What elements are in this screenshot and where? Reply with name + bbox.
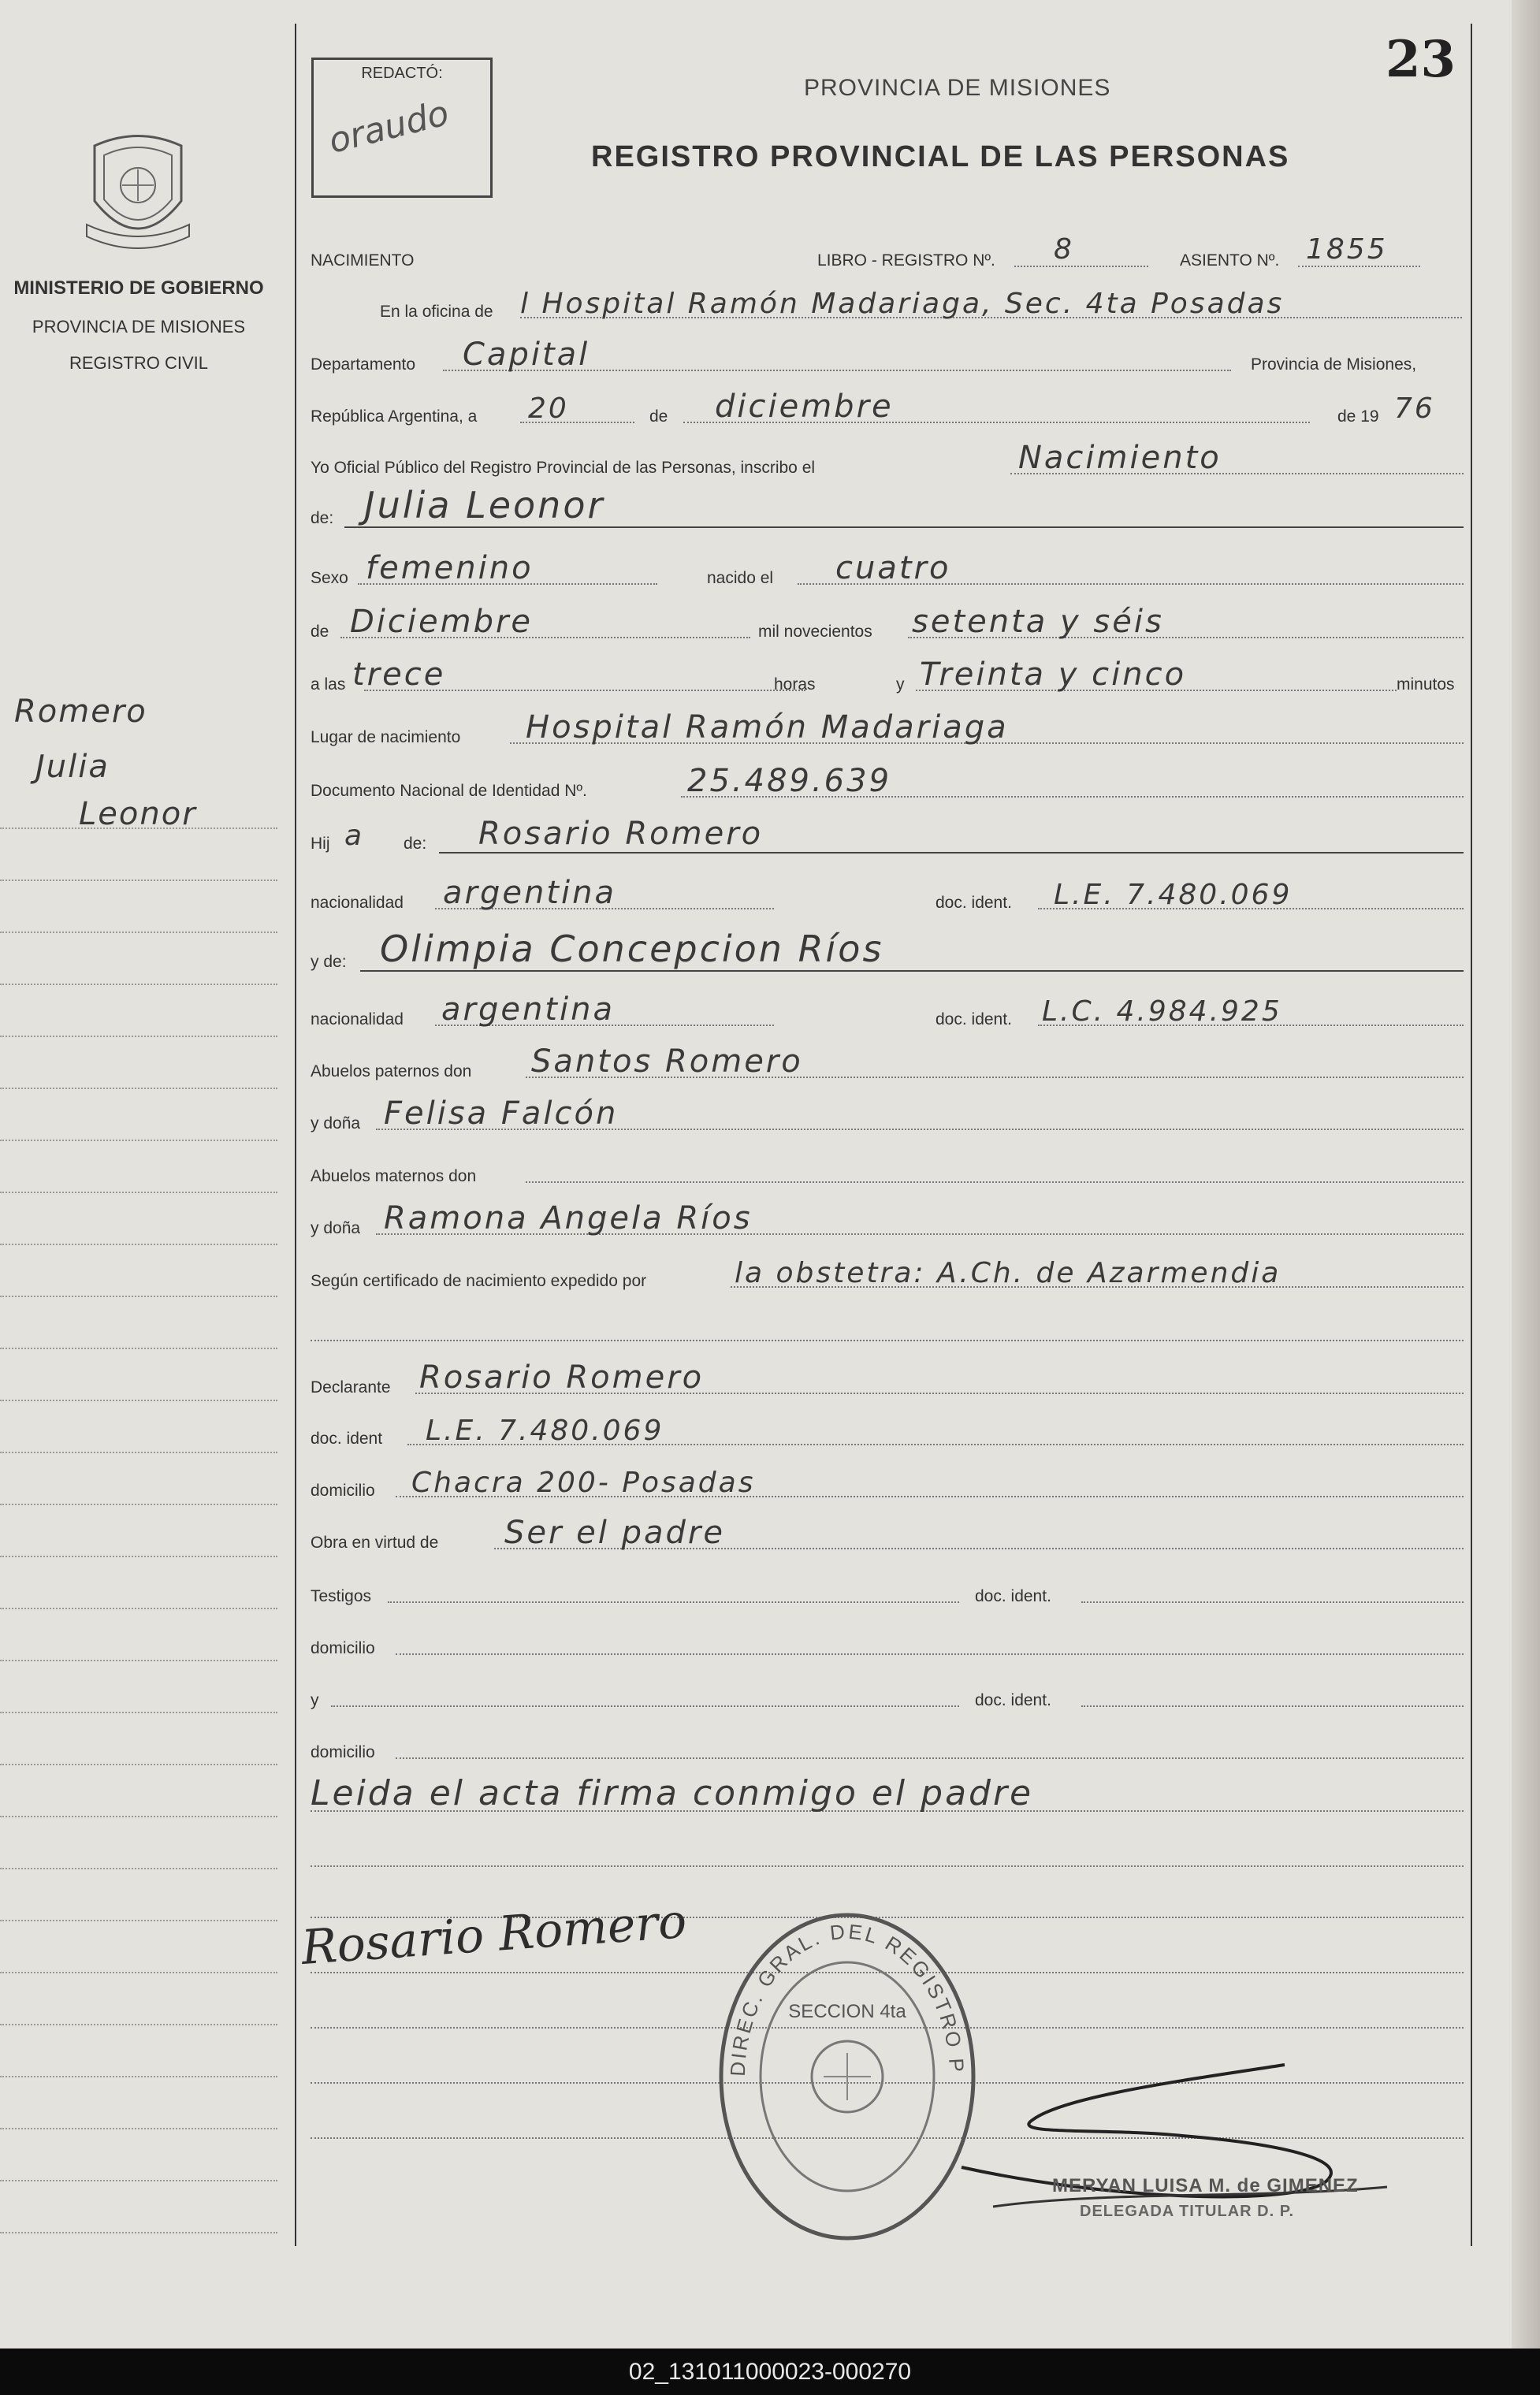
leida-value: Leida el acta firma conmigo el padre — [311, 1773, 1034, 1813]
row-testigos — [309, 1576, 1464, 1608]
margin-rule-line — [0, 1504, 277, 1505]
fecha-de-label: de — [649, 407, 668, 426]
margin-rule-line — [0, 1868, 277, 1869]
ministry-crest — [79, 130, 197, 256]
row-testigo-2 — [309, 1680, 1464, 1712]
row-domicilio — [309, 1467, 1464, 1502]
margin-rule-line — [0, 2128, 277, 2129]
abpat-value: Santos Romero — [531, 1043, 803, 1080]
cert-label: Según certificado de nacimiento expedido por — [311, 1272, 647, 1290]
acta-type-label: NACIMIENTO — [311, 251, 415, 270]
margin-rule-line — [0, 1816, 277, 1817]
sexo-value: femenino — [366, 550, 534, 586]
domt2-label: domicilio — [311, 1743, 375, 1761]
padre-de-label: de: — [404, 835, 427, 853]
margin-rule-line — [0, 1764, 277, 1765]
row-abuelos-maternos — [309, 1156, 1464, 1188]
row-nac-madre — [309, 991, 1464, 1031]
lugar-label: Lugar de nacimiento — [311, 728, 461, 746]
sexo-label: Sexo — [311, 569, 348, 587]
row-domicilio-testigo-1 — [309, 1628, 1464, 1660]
margin-rule-line — [0, 932, 277, 933]
margin-rule-line — [0, 2076, 277, 2077]
doct2-dots — [1081, 1705, 1464, 1707]
hij-value: a — [344, 820, 365, 852]
anio-nac-value: setenta y séis — [912, 604, 1164, 640]
domt1-dots — [396, 1653, 1464, 1655]
abmat-label: Abuelos maternos don — [311, 1167, 477, 1185]
domt1-label: domicilio — [311, 1639, 375, 1657]
nac2-value: argentina — [441, 991, 615, 1028]
provincia-label: Provincia de Misiones, — [1251, 355, 1417, 374]
departamento-value: Capital — [463, 337, 590, 373]
row-domicilio-testigo-2 — [309, 1732, 1464, 1764]
doct2-label: doc. ident. — [975, 1691, 1051, 1709]
margin-rule-line — [0, 2024, 277, 2025]
nombre-line — [344, 526, 1464, 528]
domt2-dots — [396, 1757, 1464, 1759]
abpat-label: Abuelos paternos don — [311, 1062, 472, 1080]
margin-rule-line — [0, 1712, 277, 1713]
doct1-dots — [1081, 1601, 1464, 1603]
margin-note-firstname: Julia — [35, 749, 110, 785]
madre-line — [360, 970, 1464, 972]
row-dni — [309, 763, 1464, 802]
row-anio-nac — [309, 604, 1464, 643]
margin-rule-line — [0, 1088, 277, 1089]
right-margin-rule — [1471, 24, 1472, 2246]
margin-rule-line — [0, 1556, 277, 1557]
margin-rule-line — [0, 1608, 277, 1609]
row-departamento — [309, 337, 1464, 376]
official-seal — [713, 1907, 981, 2246]
seal-inner-text: SECCION 4ta — [788, 2001, 906, 2022]
doct1-label: doc. ident. — [975, 1587, 1051, 1605]
page-edge — [1512, 0, 1540, 2349]
margin-rule-line — [0, 2180, 277, 2181]
republica-label: República Argentina, a — [311, 407, 478, 426]
minutos-label: minutos — [1397, 675, 1455, 694]
padre-value: Rosario Romero — [478, 816, 764, 852]
oficial-label: Yo Oficial Público del Registro Provincial de las Personas, inscribo el — [311, 459, 816, 477]
libro-dots — [1014, 266, 1148, 267]
doc1-value: L.E. 7.480.069 — [1054, 879, 1293, 911]
margin-rule-line — [0, 1348, 277, 1349]
hora-value: trece — [352, 656, 446, 693]
ydona2-label: y doña — [311, 1219, 361, 1237]
margin-note-middlename: Leonor — [79, 796, 197, 832]
dia-value: 20 — [528, 392, 569, 425]
margin-rule-line — [0, 1244, 277, 1245]
padre-line — [439, 852, 1464, 853]
redacto-signature: oraudo — [325, 93, 453, 162]
row-declarante — [309, 1359, 1464, 1399]
margin-rule-line — [0, 1140, 277, 1141]
nac1-value: argentina — [443, 875, 616, 911]
obra-label: Obra en virtud de — [311, 1534, 439, 1552]
declarante-value: Rosario Romero — [419, 1359, 705, 1396]
anio-label: de 19 — [1337, 407, 1379, 426]
asiento-label: ASIENTO Nº. — [1180, 251, 1280, 270]
abpat2-value: Felisa Falcón — [384, 1095, 619, 1132]
row-fecha — [309, 389, 1464, 428]
horas-label: horas — [774, 675, 816, 694]
row-madre — [309, 928, 1464, 973]
alas-label: a las — [311, 675, 346, 694]
nac2-label: nacionalidad — [311, 1010, 404, 1028]
margin-rule-line — [0, 984, 277, 985]
row-hija — [309, 816, 1464, 855]
doc1-label: doc. ident. — [936, 894, 1012, 912]
row-hora — [309, 656, 1464, 696]
blank-2-dots — [311, 1865, 1464, 1867]
margin-rule-line — [0, 1972, 277, 1973]
lugar-value: Hospital Ramón Madariaga — [526, 709, 1009, 746]
margin-rule-line — [0, 1192, 277, 1193]
row-oficina — [309, 288, 1464, 323]
libro-label: LIBRO - REGISTRO Nº. — [817, 251, 995, 270]
declarant-signature: Rosario Romero — [299, 1894, 689, 1976]
header-registry: REGISTRO PROVINCIAL DE LAS PERSONAS — [591, 140, 1290, 173]
docdecl-label: doc. ident — [311, 1430, 383, 1448]
ydona1-label: y doña — [311, 1114, 361, 1132]
row-lugar — [309, 709, 1464, 749]
hij-label: Hij — [311, 835, 330, 853]
madre-value: Olimpia Concepcion Ríos — [380, 928, 884, 970]
minutos-value: Treinta y cinco — [920, 656, 1187, 693]
margin-rule-line — [0, 1920, 277, 1921]
header-province: PROVINCIA DE MISIONES — [804, 75, 1111, 101]
page-number: 23 — [1386, 30, 1456, 89]
ministry-registro: REGISTRO CIVIL — [69, 353, 209, 373]
abmat2-value: Ramona Angela Ríos — [384, 1200, 753, 1237]
testigos-label: Testigos — [311, 1587, 372, 1605]
departamento-label: Departamento — [311, 355, 416, 374]
margin-rule-line — [0, 880, 277, 881]
asiento-dots — [1298, 266, 1420, 267]
row-oficial — [309, 440, 1464, 479]
ministry-province: PROVINCIA DE MISIONES — [32, 317, 246, 337]
margin-rule-line — [0, 1036, 277, 1037]
doc2-value: L.C. 4.984.925 — [1042, 995, 1282, 1028]
row-nombre — [309, 484, 1464, 530]
svg-text:DIREC. GRAL. DEL REGISTRO PROV — [713, 1907, 969, 2077]
declarante-label: Declarante — [311, 1378, 391, 1396]
docdecl-value: L.E. 7.480.069 — [426, 1415, 664, 1447]
official-name: MERYAN LUISA M. de GIMENEZ — [1052, 2175, 1359, 2196]
nombre-de-label: de: — [311, 509, 334, 527]
row-blank-1 — [309, 1315, 1464, 1346]
margin-note-surname: Romero — [14, 694, 147, 730]
nacido-label: nacido el — [707, 569, 774, 587]
row-nac-padre — [309, 875, 1464, 914]
footer-id: 02_131011000023-000270 — [0, 2349, 1540, 2395]
redacto-box — [311, 58, 493, 198]
oficina-label: En la oficina de — [380, 303, 493, 321]
yde-label: y de: — [311, 953, 347, 971]
mes-value: diciembre — [715, 389, 894, 425]
domicilio-label: domicilio — [311, 1482, 375, 1500]
row-libro — [309, 233, 1464, 272]
asiento-value: 1855 — [1306, 233, 1388, 266]
margin-rule-line — [0, 1452, 277, 1453]
row-sexo — [309, 550, 1464, 589]
abmat-dots — [526, 1181, 1464, 1183]
margin-rule-line — [0, 2232, 277, 2233]
anio-value: 76 — [1394, 392, 1435, 425]
row-doc-declarante — [309, 1415, 1464, 1450]
oficina-value: l Hospital Ramón Madariaga, Sec. 4ta Posadas — [520, 288, 1285, 320]
obra-value: Ser el padre — [504, 1515, 725, 1551]
official-title: DELEGADA TITULAR D. P. — [1080, 2203, 1295, 2220]
doc2-label: doc. ident. — [936, 1010, 1012, 1028]
left-margin-rule — [295, 24, 296, 2246]
cert-value: la obstetra: A.Ch. de Azarmendia — [735, 1257, 1281, 1289]
row-abuelos-paternos — [309, 1043, 1464, 1083]
row-certificado — [309, 1257, 1464, 1292]
libro-value: 8 — [1054, 233, 1074, 266]
blank-1-dots — [311, 1340, 1464, 1341]
testigos-dots — [388, 1601, 959, 1603]
margin-rule-line — [0, 1660, 277, 1661]
mes-nac-de-label: de — [311, 623, 329, 641]
seal-outer-text: DIREC. GRAL. DEL REGISTRO P — [725, 1919, 969, 2077]
dni-label: Documento Nacional de Identidad Nº. — [311, 782, 587, 800]
row-abuela-paterna — [309, 1095, 1464, 1135]
domicilio-value: Chacra 200- Posadas — [411, 1467, 756, 1499]
ministry-title: MINISTERIO DE GOBIERNO — [13, 277, 264, 299]
mes-nac-value: Diciembre — [350, 604, 534, 640]
nombre-value: Julia Leonor — [364, 484, 605, 526]
nacido-value: cuatro — [835, 550, 951, 586]
oficial-value: Nacimiento — [1018, 440, 1222, 476]
horas-y-label: y — [896, 675, 905, 694]
row-obra — [309, 1515, 1464, 1554]
row-abuela-materna — [309, 1200, 1464, 1240]
dni-value: 25.489.639 — [687, 763, 892, 799]
row-blank-2 — [309, 1840, 1464, 1872]
margin-rule-line — [0, 1400, 277, 1401]
mil-label: mil novecientos — [758, 623, 872, 641]
y2-dots — [331, 1705, 959, 1707]
nac1-label: nacionalidad — [311, 894, 404, 912]
y2-label: y — [311, 1691, 319, 1709]
row-leida — [309, 1773, 1464, 1817]
margin-rule-line — [0, 1296, 277, 1297]
redacto-label: REDACTÓ: — [361, 65, 443, 82]
